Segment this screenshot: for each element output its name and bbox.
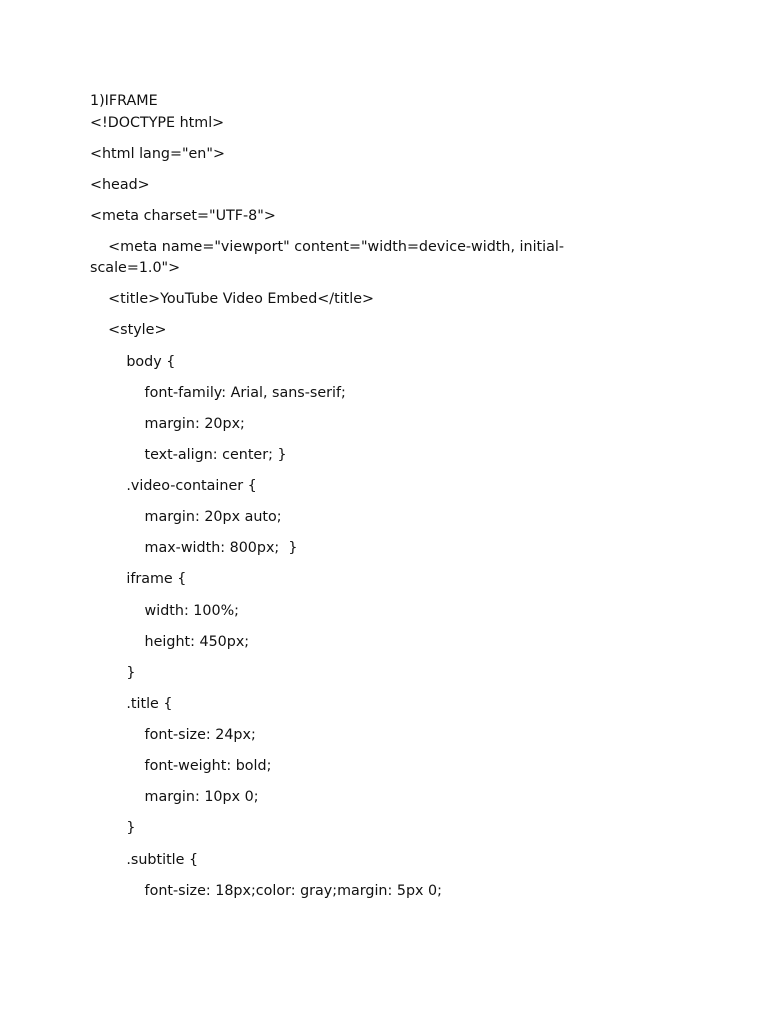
code-line: text-align: center; }	[90, 447, 287, 463]
document-heading: 1)IFRAME	[90, 93, 158, 109]
code-line: iframe {	[90, 571, 187, 587]
code-line: margin: 10px 0;	[90, 789, 259, 805]
code-line: scale=1.0">	[90, 260, 181, 276]
code-line: }	[90, 665, 136, 681]
code-line: <html lang="en">	[90, 146, 225, 162]
code-line: .title {	[90, 696, 173, 712]
code-line: <style>	[90, 322, 167, 338]
code-line: <!DOCTYPE html>	[90, 115, 225, 131]
code-line: margin: 20px auto;	[90, 509, 282, 525]
code-line: body {	[90, 354, 176, 370]
code-line: }	[90, 820, 136, 836]
code-line: <meta charset="UTF-8">	[90, 208, 276, 224]
code-line: font-size: 24px;	[90, 727, 256, 743]
code-line: <meta name="viewport" content="width=device-width, initial-	[90, 239, 565, 255]
code-line: font-family: Arial, sans-serif;	[90, 385, 346, 401]
code-line: .video-container {	[90, 478, 257, 494]
code-line: .subtitle {	[90, 852, 199, 868]
code-line: <title>YouTube Video Embed</title>	[90, 291, 375, 307]
code-line: font-size: 18px;color: gray;margin: 5px 0;	[90, 883, 442, 899]
code-line: <head>	[90, 177, 150, 193]
code-line: max-width: 800px; }	[90, 540, 298, 556]
code-line: margin: 20px;	[90, 416, 245, 432]
code-line: width: 100%;	[90, 603, 239, 619]
code-line: height: 450px;	[90, 634, 250, 650]
code-line: font-weight: bold;	[90, 758, 272, 774]
